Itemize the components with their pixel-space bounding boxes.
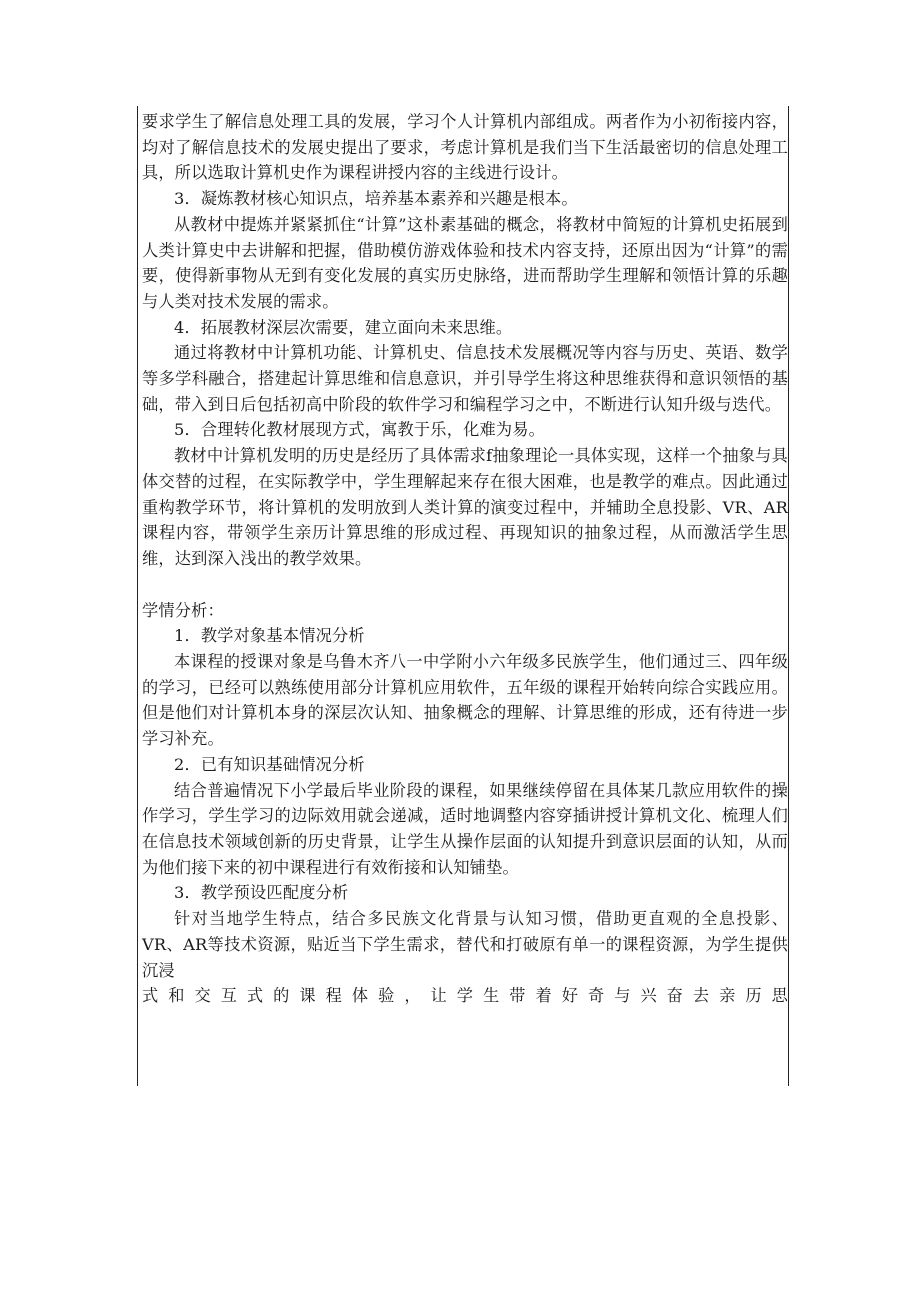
student-point-1-paragraph: 本课程的授课对象是乌鲁木齐八一中学附小六年级多民族学生，他们通过三、四年级的学习，已经可以熟练使用部分计算机应用软件，五年级的课程开始转向综合实践应用。但是他们对计算机本身的深层次认知、抽象概念的理解、计算思维的形成，还有待进一步学习补充。 — [142, 652, 788, 749]
student-point-2-paragraph: 结合普遍情况下小学最后毕业阶段的课程，如果继续停留在具体某几款应用软件的操作学习，学生学习的边际效用就会递减，适时地调整内容穿插讲授计算机文化、梳理人们在信息技术领域创新的历史背景，让学生从操作层面的认知提升到意识层面的认知，从而为他们接下来的初中课程进行有效衔接和认知铺垫。 — [142, 780, 788, 877]
point-5-paragraph: 教材中计算机发明的历史是经历了具体需求f抽象理论一具体实现，这样一个抽象与具体交替的过程，在实际教学中，学生理解起来存在很大困难，也是教学的难点。因此通过重构教学环节，将计算机的发明放到人类计算的演变过程中，并辅助全息投影、VR、AR课程内容，带领学生亲历计算思维的形成过程、再现知识的抽象过程，从而激活学生思维，达到深入浅出的教学效果。 — [142, 446, 788, 568]
student-point-3-heading: 3．教学预设匹配度分析 — [174, 883, 349, 903]
student-point-2-heading: 2．已有知识基础情况分析 — [174, 754, 365, 774]
point-3-paragraph: 从教材中提炼并紧紧抓住“计算”这朴素基础的概念，将教材中简短的计算机史拓展到人类计算史中去讲解和把握，借助模仿游戏体验和技术内容支持，还原出因为“计算”的需要，使得新事物从无到有变化发展的真实历史脉络，进而帮助学生理解和领悟计算的乐趣与人类对技术发展的需求。 — [142, 214, 788, 311]
student-point-3-paragraph: 针对当地学生特点，结合多民族文化背景与认知习惯，借助更直观的全息投影、VR、AR等技术资源，贴近当下学生需求，替代和打破原有单一的课程资源，为学生提供沉浸 — [142, 909, 788, 980]
section-title: 学情分析： — [142, 600, 224, 620]
point-4-heading: 4．拓展教材深层次需要，建立面向未来思维。 — [174, 317, 513, 337]
student-point-1-heading: 1．教学对象基本情况分析 — [174, 626, 365, 646]
student-point-3-paragraph-tail: 式和交互式的课程体验，让学生带着好奇与兴奋去亲历思 — [142, 986, 788, 1006]
point-5-heading: 5．合理转化教材展现方式，寓教于乐，化难为易。 — [174, 420, 546, 440]
point-4-paragraph: 通过将教材中计算机功能、计算机史、信息技术发展概况等内容与历史、英语、数学等多学科融合，搭建起计算思维和信息意识，并引导学生将这种思维获得和意识领悟的基础，带入到日后包括初高中阶段的软件学习和编程学习之中，不断进行认知升级与迭代。 — [142, 343, 788, 414]
point-3-heading: 3．凝炼教材核心知识点，培养基本素养和兴趣是根本。 — [174, 189, 578, 209]
paragraph-continued: 要求学生了解信息处理工具的发展，学习个人计算机内部组成。两者作为小初衔接内容，均对了解信息技术的发展史提出了要求，考虑计算机是我们当下生活最密切的信息处理工具，所以选取计算机史作为课程讲授内容的主线进行设计。 — [142, 112, 788, 183]
document-body — [142, 109, 788, 1009]
section-spacer — [142, 572, 788, 598]
